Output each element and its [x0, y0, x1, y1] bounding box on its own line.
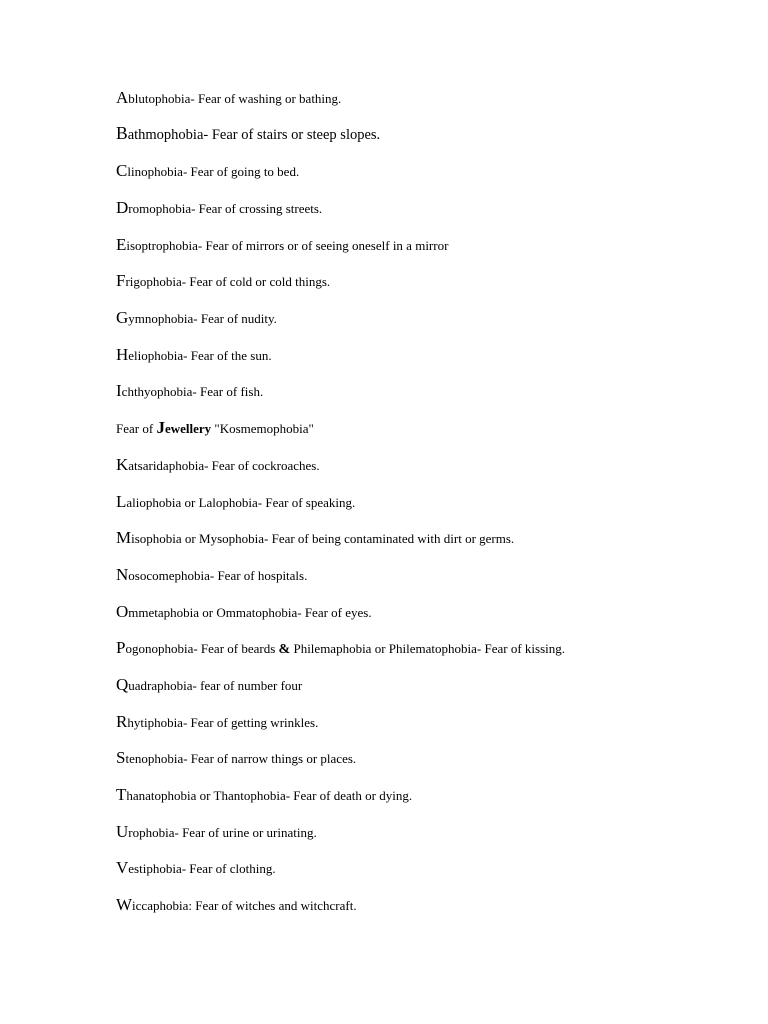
entry-text: eliophobia- Fear of the sun.	[128, 347, 272, 363]
list-item	[116, 233, 736, 270]
entry-text: "Kosmemophobia"	[211, 421, 314, 437]
entry-initial: D	[116, 198, 129, 217]
entry-initial: I	[116, 381, 122, 401]
list-item	[116, 783, 736, 820]
entry-initial: N	[116, 564, 129, 584]
entry-text: hytiphobia- Fear of getting wrinkles.	[127, 714, 319, 730]
list-item	[116, 636, 736, 673]
entry-text: isophobia or Mysophobia- Fear of being contaminated with dirt or germs.	[131, 531, 515, 547]
entry-text: hanatophobia or Thantophobia- Fear of death or dying.	[126, 788, 413, 803]
entry-text: tenophobia- Fear of narrow things or places.	[125, 751, 357, 767]
list-item	[116, 379, 736, 416]
list-item	[116, 196, 736, 233]
list-item	[116, 86, 736, 121]
entry-initial: S	[116, 748, 126, 768]
entry-initial: A	[116, 88, 129, 107]
entry-initial: C	[116, 161, 128, 180]
list-item	[116, 159, 736, 196]
entry-bold-word: ewellery	[164, 421, 212, 437]
entry-text: rophobia- Fear of urine or urinating.	[128, 824, 317, 840]
list-item	[116, 453, 736, 490]
entry-text: ymnophobia- Fear of nudity.	[128, 311, 277, 327]
entry-text: athmophobia- Fear of stairs or steep slopes.	[127, 127, 381, 143]
list-item	[116, 416, 736, 453]
entry-initial: Q	[116, 674, 129, 694]
entry-initial: B	[116, 123, 128, 143]
list-item	[116, 600, 736, 637]
entry-initial: F	[116, 271, 126, 291]
entry-initial: H	[116, 344, 129, 364]
entry-text: aliophobia or Lalophobia- Fear of speaking.	[126, 494, 356, 510]
list-item	[116, 856, 736, 893]
list-item	[116, 746, 736, 783]
entry-text: blutophobia- Fear of washing or bathing.	[128, 91, 342, 106]
entry-text: romophobia- Fear of crossing streets.	[128, 201, 323, 216]
entry-initial: M	[116, 528, 132, 548]
entry-text: linophobia- Fear of going to bed.	[127, 164, 300, 179]
entry-initial: L	[116, 491, 127, 511]
list-item	[116, 306, 736, 343]
entry-text: uadraphobia- fear of number four	[128, 677, 303, 693]
list-item	[116, 343, 736, 380]
list-item	[116, 269, 736, 306]
entry-initial: P	[116, 638, 126, 658]
entry-text: atsaridaphobia- Fear of cockroaches.	[128, 457, 320, 473]
entry-initial: G	[116, 308, 129, 328]
entry-initial: U	[116, 821, 129, 841]
entry-initial: K	[116, 454, 129, 474]
list-item	[116, 526, 736, 563]
entry-text: iccaphobia: Fear of witches and witchcraft.	[132, 898, 357, 914]
list-item	[116, 563, 736, 600]
entry-initial: R	[116, 711, 128, 731]
entry-initial: V	[116, 858, 129, 878]
list-item	[116, 820, 736, 857]
entry-text: chthyophobia- Fear of fish.	[121, 384, 264, 400]
entry-text: osocomephobia- Fear of hospitals.	[128, 567, 308, 583]
list-item	[116, 673, 736, 710]
list-item	[116, 490, 736, 527]
entry-text: isoptrophobia- Fear of mirrors or of seeing oneself in a mirror	[126, 237, 449, 253]
entry-initial: W	[116, 895, 133, 915]
entry-text: ogonophobia- Fear of beards	[125, 641, 279, 657]
entry-text: rigophobia- Fear of cold or cold things.	[125, 274, 331, 290]
ampersand: &	[278, 642, 291, 658]
entry-text-continued: Philemaphobia or Philematophobia- Fear of kissing.	[290, 641, 565, 657]
entry-initial: E	[116, 234, 127, 254]
entry-prefix: Fear of	[116, 421, 157, 437]
list-item	[116, 121, 736, 159]
list-item	[116, 893, 736, 930]
phobia-list	[116, 86, 736, 930]
entry-text: estiphobia- Fear of clothing.	[128, 861, 276, 877]
entry-text: mmetaphobia or Ommatophobia- Fear of eyes.	[128, 604, 372, 620]
entry-initial: T	[116, 785, 127, 804]
entry-initial: J	[156, 418, 165, 438]
entry-initial: O	[116, 601, 129, 621]
list-item	[116, 710, 736, 747]
